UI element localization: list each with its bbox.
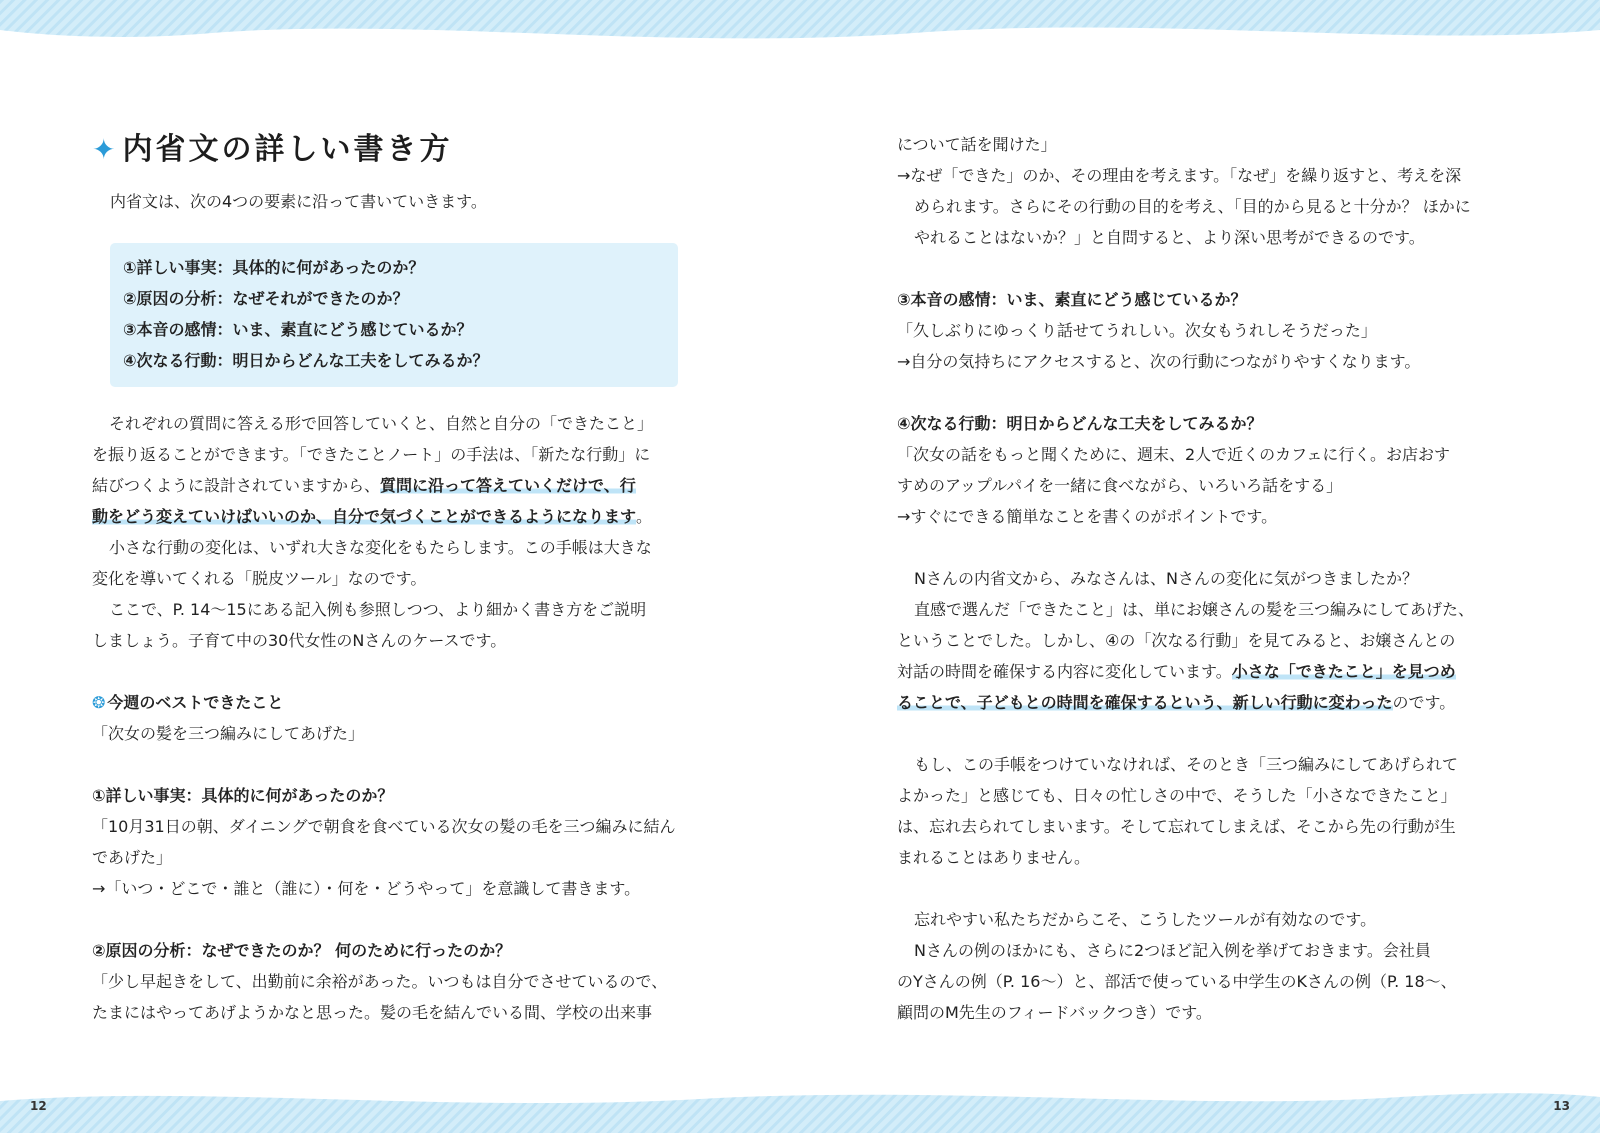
body-line: められます。さらにその行動の目的を考え、「目的から見ると十分か？ ほかに	[914, 197, 1471, 216]
body-line: 「10月31日の朝、ダイニングで朝食を食べている次女の髪の毛を三つ編みに結ん	[92, 817, 676, 836]
body-line: 結びつくように設計されていますから、質問に沿って答えていくだけで、行	[92, 476, 636, 495]
body-line: 「次女の髪を三つ編みにしてあげた」	[92, 724, 365, 743]
body-line: であげた」	[92, 848, 173, 867]
sparkle-icon: ✦	[92, 133, 119, 166]
body-line: 対話の時間を確保する内容に変化しています。小さな「できたこと」を見つめ	[897, 662, 1456, 681]
intro-text: 内省文は、次の4つの要素に沿って書いていきます。	[110, 192, 487, 211]
element-item: ③本音の感情：いま、素直にどう感じているか？	[123, 320, 473, 339]
emotion-heading: ③本音の感情：いま、素直にどう感じているか？	[897, 290, 1247, 309]
body-line: Nさんの内省文から、みなさんは、Nさんの変化に気がつきましたか？	[914, 569, 1418, 588]
body-line: →自分の気持ちにアクセスすると、次の行動につながりやすくなります。	[897, 352, 1421, 371]
best-heading: ❂ 今週のベストできたこと	[92, 693, 284, 712]
left-body-text	[92, 408, 707, 1028]
element-item: ④次なる行動：明日からどんな工夫をしてみるか？	[123, 351, 489, 370]
body-line: →なぜ「できた」のか、その理由を考えます。「なぜ」を繰り返すと、考えを深	[897, 166, 1462, 185]
body-line: 「久しぶりにゆっくり話せてうれしい。次女もうれしそうだった」	[897, 321, 1377, 340]
highlighted-text: ることで、子どもとの時間を確保するという、新しい行動に変わった	[897, 693, 1393, 712]
body-line: ることで、子どもとの時間を確保するという、新しい行動に変わったのです。	[897, 693, 1456, 712]
body-line: について話を聞けた」	[897, 135, 1057, 154]
body-line: 変化を導いてくれる「脱皮ツール」なのです。	[92, 569, 427, 588]
fact-heading: ①詳しい事実：具体的に何があったのか？	[92, 786, 394, 805]
element-item: ②原因の分析：なぜそれができたのか？	[123, 289, 409, 308]
body-line: たまにはやってあげようかなと思った。髪の毛を結んでいる間、学校の出来事	[92, 1003, 653, 1022]
top-wave-decoration	[0, 0, 1600, 48]
body-line: 顧問のM先生のフィードバックつき）です。	[897, 1003, 1212, 1022]
bottom-wave-decoration	[0, 1083, 1600, 1133]
body-line: のYさんの例（P. 16〜）と、部活で使っている中学生のKさんの例（P. 18〜、	[897, 972, 1457, 991]
body-line: よかった」と感じても、日々の忙しさの中で、そうした「小さなできたこと」	[897, 786, 1457, 805]
body-line: は、忘れ去られてしまいます。そして忘れてしまえば、そこから先の行動が生	[897, 817, 1456, 836]
body-line: を振り返ることができます。「できたことノート」の手法は、「新たな行動」に	[92, 445, 651, 464]
highlighted-text: 小さな「できたこと」を見つめ	[1231, 662, 1456, 681]
four-elements-box	[110, 243, 678, 387]
section-title: ✦ 内省文の詳しい書き方	[92, 132, 453, 167]
body-line: ここで、P. 14〜15にある記入例も参照しつつ、より細かく書き方をご説明	[109, 600, 647, 619]
body-line: 動をどう変えていけばいいのか、自分で気づくことができるようになります。	[92, 507, 653, 526]
page-number-left: 12	[30, 1099, 47, 1113]
action-heading: ④次なる行動：明日からどんな工夫をしてみるか？	[897, 414, 1263, 433]
highlighted-text: 質問に沿って答えていくだけで、行	[380, 476, 636, 495]
laurel-icon: ❂	[92, 693, 106, 712]
body-line: ということでした。しかし、④の「次なる行動」を見てみると、お嬢さんとの	[897, 631, 1456, 650]
element-item: ①詳しい事実：具体的に何があったのか？	[123, 258, 425, 277]
body-line: 小さな行動の変化は、いずれ大きな変化をもたらします。この手帳は大きな	[109, 538, 652, 557]
body-line: 「少し早起きをして、出勤前に余裕があった。いつもは自分でさせているので、	[92, 972, 668, 991]
body-line: しましょう。子育て中の30代女性のNさんのケースです。	[92, 631, 507, 650]
body-line: →すぐにできる簡単なことを書くのがポイントです。	[897, 507, 1278, 526]
body-line: →「いつ・どこで・誰と（誰に）・何を・どうやって」を意識して書きます。	[92, 879, 641, 898]
body-line: 忘れやすい私たちだからこそ、こうしたツールが有効なのです。	[914, 910, 1377, 929]
body-line: もし、この手帳をつけていなければ、そのとき「三つ編みにしてあげられて	[914, 755, 1459, 774]
body-line: それぞれの質問に答える形で回答していくと、自然と自分の「できたこと」	[109, 414, 654, 433]
right-body-text	[897, 129, 1527, 1028]
body-line: すめのアップルパイを一緒に食べながら、いろいろ話をする」	[897, 476, 1343, 495]
body-line: やれることはないか？」と自問すると、より深い思考ができるのです。	[914, 228, 1425, 247]
body-line: Nさんの例のほかにも、さらに2つほど記入例を挙げておきます。会社員	[914, 941, 1431, 960]
body-line: 「次女の話をもっと聞くために、週末、2人で近くのカフェに行く。お店おす	[897, 445, 1451, 464]
page-number-right: 13	[1553, 1099, 1570, 1113]
body-line: 直感で選んだ「できたこと」は、単にお嬢さんの髪を三つ編みにしてあげた、	[914, 600, 1475, 619]
highlighted-text: 動をどう変えていけばいいのか、自分で気づくことができるようになります	[92, 507, 637, 526]
cause-heading: ②原因の分析：なぜできたのか？ 何のために行ったのか？	[92, 941, 512, 960]
body-line: まれることはありません。	[897, 848, 1090, 867]
